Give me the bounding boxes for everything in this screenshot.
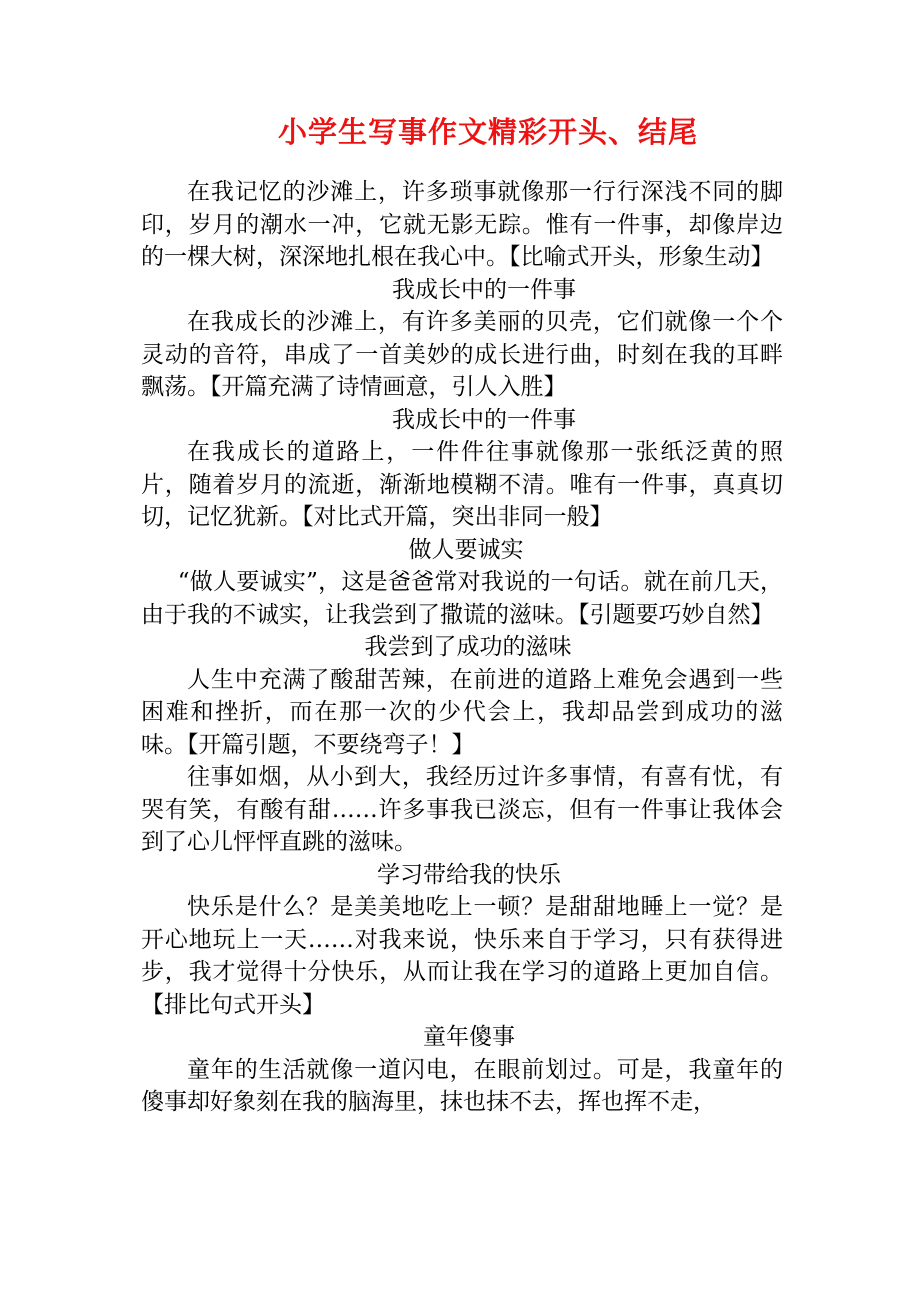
section-heading: 做人要诚实: [408, 536, 524, 563]
document-title: 小学生写事作文精彩开头、结尾: [277, 115, 698, 149]
paragraph: “做人要诚实”，这是爸爸常对我说的一句话。就在前几天，由于我的不诚实，让我尝到了撒谎的滋味。【引题要巧妙自然】: [141, 569, 783, 628]
paragraph: 在我记忆的沙滩上，许多琐事就像那一行行深浅不同的脚印，岁月的潮水一冲，它就无影无踪。惟有一件事，却像岸边的一棵大树，深深地扎根在我心中。【比喻式开头，形象生动】: [141, 179, 783, 270]
section-heading: 我尝到了成功的滋味: [364, 634, 572, 660]
section-heading: 学习带给我的快乐: [377, 861, 561, 888]
section-heading: 我成长中的一件事: [392, 276, 576, 303]
section-heading: 童年傻事: [423, 1024, 515, 1050]
paragraph: 在我成长的沙滩上，有许多美丽的贝壳，它们就像一个个灵动的音符，串成了一首美妙的成长进行曲，时刻在我的耳畔飘荡。【开篇充满了诗情画意，引人入胜】: [141, 309, 783, 400]
document-body: [141, 176, 783, 1119]
paragraph: 往事如烟，从小到大，我经历过许多事情，有喜有忧，有哭有笑，有酸有甜……许多事我已淡忘，但有一件事让我体会到了心儿怦怦直跳的滋味。: [141, 764, 783, 855]
paragraph: 童年的生活就像一道闪电，在眼前划过。可是，我童年的傻事却好象刻在我的脑海里，抹也抹不去，挥也挥不走，: [141, 1056, 783, 1115]
section-heading: 我成长中的一件事: [392, 406, 576, 433]
paragraph: 在我成长的道路上，一件件往事就像那一张纸泛黄的照片，随着岁月的流逝，渐渐地模糊不清。唯有一件事，真真切切，记忆犹新。【对比式开篇，突出非同一般】: [141, 439, 783, 530]
paragraph: 人生中充满了酸甜苦辣，在前进的道路上难免会遇到一些困难和挫折，而在那一次的少代会上，我却品尝到成功的滋味。【开篇引题，不要绕弯子！】: [141, 666, 783, 758]
paragraph: 快乐是什么？是美美地吃上一顿？是甜甜地睡上一觉？是开心地玩上一天……对我来说，快乐来自于学习，只有获得进步，我才觉得十分快乐，从而让我在学习的道路上更加自信。【排比句式开头】: [141, 894, 783, 1018]
